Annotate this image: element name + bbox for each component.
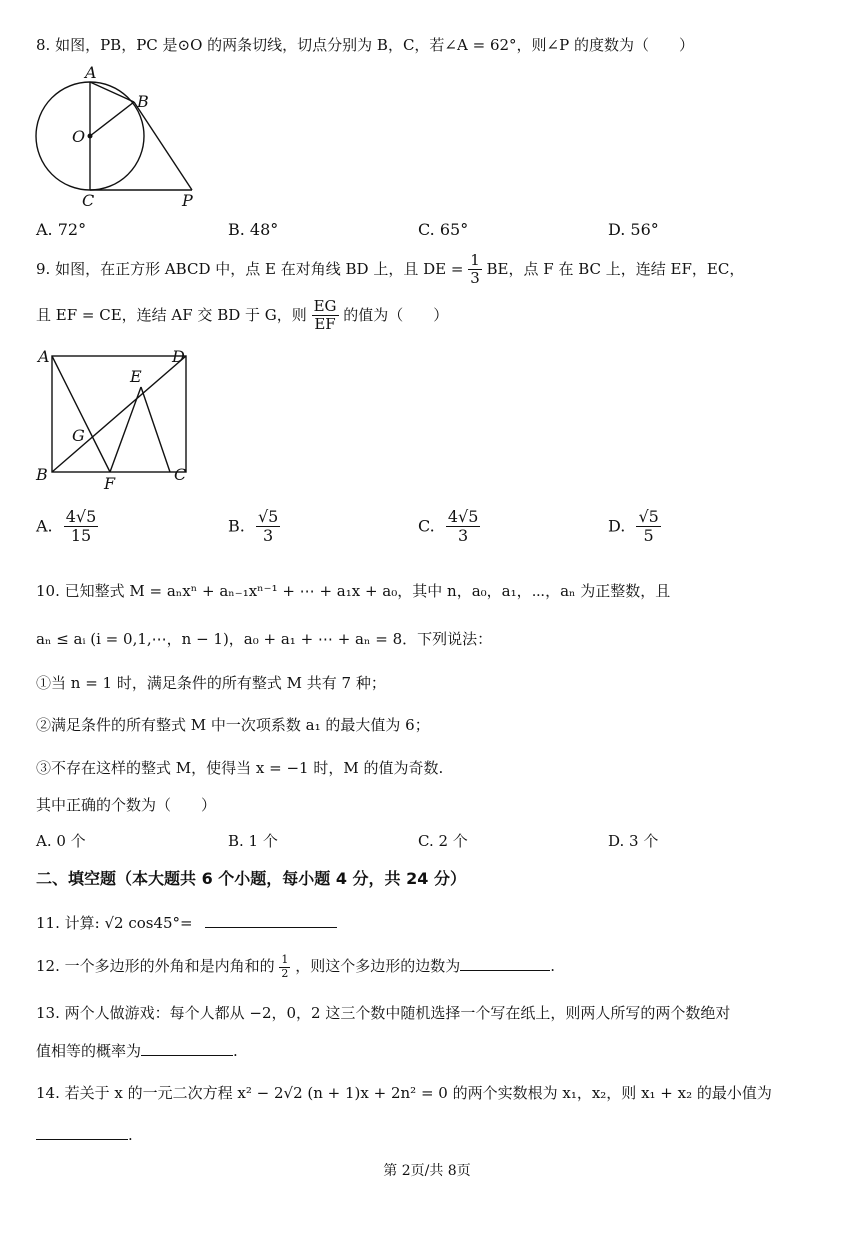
frac-num: √5: [638, 507, 659, 526]
answer-blank[interactable]: [205, 926, 337, 928]
segment-af: [52, 356, 110, 472]
q10-statement-3: ③不存在这样的整式 M，使得当 x = −1 时，M 的值为奇数.: [36, 759, 444, 777]
option-label: A.: [36, 516, 53, 536]
q10-statement-1: ①当 n = 1 时，满足条件的所有整式 M 共有 7 种；: [36, 674, 386, 692]
q9-option-c: [418, 508, 480, 546]
option-label: C.: [418, 516, 435, 536]
option-fraction: [636, 508, 660, 546]
q8-option-c: C. 65°: [418, 220, 469, 239]
option-label: D.: [608, 516, 626, 536]
frac-num: 4√5: [65, 507, 97, 526]
option-fraction: [64, 508, 99, 546]
label-f: F: [104, 474, 116, 493]
segment-ab: [90, 82, 134, 102]
q8-stem: 8. 如图，PB，PC 是⊙O 的两条切线，切点分别为 B，C，若∠A = 62°，则∠P 的度数为（ ）: [36, 36, 694, 54]
label-o: O: [72, 127, 86, 146]
q10-line2: aₙ ≤ aᵢ (i = 0,1,⋯，n − 1)，a₀ + a₁ + ⋯ + aₙ = 8．下列说法：: [36, 630, 493, 648]
label-g: G: [72, 426, 85, 445]
answer-blank[interactable]: [460, 969, 550, 971]
q9-line2-part-a: 且 EF = CE，连结 AF 交 BD 于 G，则: [36, 305, 307, 324]
label-c: C: [82, 191, 95, 210]
q12-part-b: ，则这个多边形的边数为: [295, 957, 461, 976]
segment-ef: [110, 387, 141, 472]
q9-line2-part-b: 的值为（ ）: [343, 305, 449, 324]
q9-option-b: [228, 508, 280, 546]
answer-blank[interactable]: [141, 1054, 233, 1056]
segment-ec: [141, 387, 170, 472]
q10-line1: 10. 已知整式 M = aₙxⁿ + aₙ₋₁xⁿ⁻¹ + ⋯ + a₁x + a₀，其中 n，a₀，a₁，⋯，aₙ 为正整数，且: [36, 582, 671, 600]
q11: [36, 912, 337, 933]
label-a: A: [85, 63, 97, 82]
q12-period: .: [550, 957, 555, 976]
q13-line1: 13. 两个人做游戏：每个人都从 −2，0，2 这三个数中随机选择一个写在纸上，则两人所写的两个数绝对: [36, 1004, 731, 1022]
frac-num: 1: [470, 251, 480, 269]
option-fraction: [446, 508, 481, 546]
q12: [36, 954, 555, 980]
q9-fraction-eg-ef: [312, 298, 339, 334]
page-footer: 第 2页/共 8页: [383, 1163, 471, 1179]
q13-line2: [36, 1040, 238, 1061]
q8-option-b: B. 48°: [228, 220, 279, 239]
q10-option-d: D. 3 个: [608, 832, 659, 850]
frac-num: 4√5: [447, 507, 479, 526]
q12-fraction: [279, 954, 290, 980]
frac-num: 1: [281, 953, 289, 966]
q10-prompt: 其中正确的个数为（ ）: [36, 796, 217, 814]
frac-num: EG: [313, 297, 337, 315]
label-d: D: [172, 347, 185, 366]
q9-line1-part-b: BE，点 F 在 BC 上，连结 EF，EC，: [486, 259, 745, 278]
q10-option-b: B. 1 个: [228, 832, 278, 850]
diagonal-bd: [52, 356, 186, 472]
q10-statement-2: ②满足条件的所有整式 M 中一次项系数 a₁ 的最大值为 6；: [36, 716, 430, 734]
q8-option-d: D. 56°: [608, 220, 659, 239]
q13-period: .: [233, 1042, 238, 1060]
frac-den: 2: [281, 966, 289, 980]
segment-ob: [90, 102, 134, 136]
frac-den: 3: [458, 526, 469, 546]
frac-den: 15: [70, 526, 92, 546]
q9-line1-part-a: 9. 如图，在正方形 ABCD 中，点 E 在对角线 BD 上，且 DE =: [36, 259, 464, 278]
q13-line2-text: 值相等的概率为: [36, 1042, 142, 1060]
frac-den: 5: [643, 526, 654, 546]
center-point: [88, 134, 93, 139]
q12-part-a: 12. 一个多边形的外角和是内角和的: [36, 957, 275, 976]
label-e: E: [130, 367, 142, 386]
frac-den: 3: [263, 526, 274, 546]
frac-den: EF: [314, 315, 336, 334]
option-fraction: [256, 508, 280, 546]
q8-figure: [30, 62, 210, 210]
q9-option-d: [608, 508, 661, 546]
q8-option-a: A. 72°: [36, 220, 87, 239]
answer-blank[interactable]: [36, 1138, 128, 1140]
q11-text: 11. 计算: √2 cos45°=: [36, 914, 193, 932]
label-b: B: [137, 92, 149, 111]
section-heading: 二、填空题（本大题共 6 个小题，每小题 4 分，共 24 分）: [36, 869, 466, 888]
label-c: C: [174, 465, 187, 484]
frac-num: √5: [257, 507, 279, 526]
label-b: B: [36, 465, 48, 484]
q9-figure: [30, 344, 200, 494]
q9-fraction-1-3: [468, 252, 482, 288]
q9-line2: [36, 298, 448, 334]
q14-line2: [36, 1126, 133, 1144]
q14-period: .: [128, 1126, 133, 1144]
q10-option-a: A. 0 个: [36, 832, 86, 850]
label-p: P: [182, 191, 193, 210]
q10-option-c: C. 2 个: [418, 832, 468, 850]
q9-line1: [36, 252, 744, 288]
frac-den: 3: [470, 269, 480, 288]
q14-line1: 14. 若关于 x 的一元二次方程 x² − 2√2 (n + 1)x + 2n² = 0 的两个实数根为 x₁，x₂，则 x₁ + x₂ 的最小值为: [36, 1084, 772, 1102]
option-label: B.: [228, 516, 245, 536]
q9-option-a: [36, 508, 98, 546]
label-a: A: [38, 347, 50, 366]
